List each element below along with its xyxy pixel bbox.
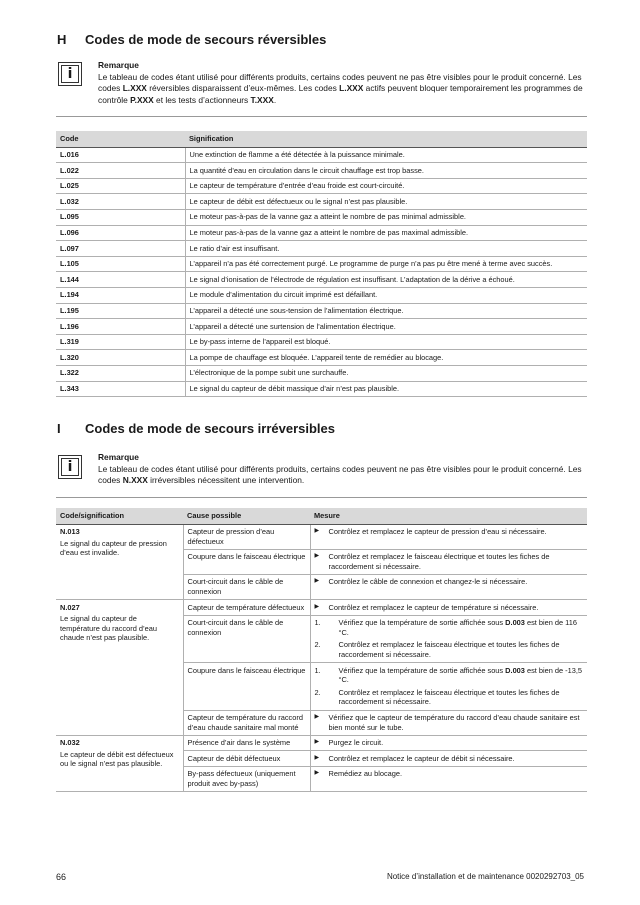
text-run: et les tests d’actionneurs [153,94,251,105]
code-cell: L.195 [56,303,185,319]
document-reference: Notice d’installation et de maintenance 0020292703_05 [386,872,584,881]
code-cell: L.025 [56,178,185,194]
text-run: Vérifiez que la température de sortie affichée sous [338,618,506,628]
section-i-note [98,452,586,487]
bold-code: D.003 [505,665,525,675]
measure-text: Remédiez au blocage. [328,769,403,779]
text-run: irréversibles nécessitent une intervention. [147,475,305,486]
fault-description: Le signal du capteur de température du raccord d’eau chaude n’est pas plausible. [60,614,157,643]
table-row [56,524,587,549]
table-header-row [56,131,587,147]
measure-item [315,738,584,748]
code-cell: L.105 [56,256,185,272]
column-header-code: Code [56,131,185,147]
step-number: 1. [314,618,321,628]
measure-cell [310,766,587,791]
meaning-cell: L’électronique de la pompe subit une surchauffe. [185,365,587,381]
step-number: 2. [314,687,321,697]
cause-cell: Capteur de température du raccord d’eau chaude sanitaire mal monté [183,710,310,735]
cause-cell: Coupure dans le faisceau électrique [183,663,310,710]
arrow-right-icon: ▶ [314,603,320,610]
code-cell: L.194 [56,287,185,303]
table-row [56,600,587,616]
column-header-mesure: Mesure [310,508,587,524]
cause-cell: Capteur de débit défectueux [183,751,310,767]
text-run: Contrôlez et remplacez le faisceau électrique et toutes les fiches de raccordement si nécessaire. [338,687,560,707]
measure-item [315,552,584,571]
page-number: 66 [56,872,67,882]
measure-text: Contrôlez le câble de connexion et changez-le si nécessaire. [328,577,528,587]
measure-text: Contrôlez et remplacez le faisceau électrique et toutes les fiches de raccordement si nécessaire. [328,552,550,571]
measure-cell [310,615,587,662]
text-run: . [273,94,277,105]
cause-cell: Court-circuit dans le câble de connexion [183,615,310,662]
text-run: Le tableau de codes étant utilisé pour différents produits, certains codes peuvent ne pas être visibles pour le produit concerné. Les codes [98,71,582,94]
measure-cell [310,663,587,710]
text-run: Vérifiez que la température de sortie affichée sous [338,665,506,675]
bold-code: N.XXX [122,475,148,486]
section-h-rule [56,116,587,117]
meaning-cell: Le moteur pas-à-pas de la vanne gaz a atteint le nombre de pas maximal admissible. [185,225,587,241]
meaning-cell: L’appareil a détecté une surtension de l’alimentation électrique. [185,319,587,335]
section-h-note-text [98,72,586,107]
section-i-rule [56,497,587,498]
code-cell: L.022 [56,163,185,179]
code-cell: L.016 [56,147,185,163]
measure-item [315,527,584,537]
table-row [56,241,587,257]
column-header-cause: Cause possible [183,508,310,524]
measure-step [315,666,584,685]
section-i-note-heading: Remarque [98,452,139,462]
section-i-note-text [98,464,586,487]
text-run: est bien de 116 °C. [338,618,577,637]
table-row [56,194,587,210]
measure-step [315,688,584,707]
code-cell: L.144 [56,272,185,288]
text-run: actifs peuvent bloquer temporairement les programmes de contrôle [98,83,583,105]
meaning-cell: La pompe de chauffage est bloquée. L’appareil tente de remédier au blocage. [185,350,587,366]
table-row [56,334,587,350]
measure-item [315,577,584,587]
step-text [339,618,584,637]
fault-code: N.032 [60,738,80,748]
table-row [56,272,587,288]
code-cell: L.196 [56,319,185,335]
section-h-letter: H [57,32,67,47]
arrow-right-icon: ▶ [314,578,320,585]
measure-text: Purgez le circuit. [328,738,384,748]
code-cell: L.095 [56,209,185,225]
bold-code: P.XXX [130,94,154,105]
info-icon [58,62,82,86]
bold-code: L.XXX [339,83,364,94]
arrow-right-icon: ▶ [314,754,320,761]
measure-cell [310,751,587,767]
fault-code: N.027 [60,602,80,612]
table-row [56,225,587,241]
text-run: réversibles disparaissent d’eux-mêmes. Les codes [146,83,340,94]
cause-cell: Présence d’air dans le système [183,735,310,751]
measure-item [315,754,584,764]
measure-cell [310,600,587,616]
table-row [56,178,587,194]
section-i-title [57,421,335,437]
measure-step [315,618,584,637]
table-row [56,319,587,335]
cause-cell: Court-circuit dans le câble de connexion [183,574,310,599]
arrow-right-icon: ▶ [314,528,320,535]
code-cell: L.322 [56,365,185,381]
measure-cell [310,524,587,549]
bold-code: D.003 [505,618,525,628]
measure-text: Vérifiez que le capteur de température du raccord d’eau chaude sanitaire est bien monté sur le tube. [328,713,580,732]
code-signification-cell [56,524,183,600]
code-signification-cell [56,600,183,736]
code-cell: L.320 [56,350,185,366]
table-row [56,209,587,225]
step-text [339,688,584,707]
table-row [56,287,587,303]
section-i-letter: I [57,421,61,436]
cause-cell: Capteur de pression d’eau défectueux [183,524,310,549]
column-header-meaning: Signification [185,131,587,147]
meaning-cell: L’appareil a détecté une sous-tension de l’alimentation électrique. [185,303,587,319]
section-h-title [57,32,326,48]
table-row [56,256,587,272]
measure-cell [310,735,587,751]
meaning-cell: Le capteur de température d’entrée d’eau froide est court-circuité. [185,178,587,194]
measure-item [315,603,584,613]
arrow-right-icon: ▶ [314,714,320,720]
meaning-cell: L’appareil n’a pas été correctement purgé. Le programme de purge n’a pas pu être mené à terme avec succès. [185,256,587,272]
measure-item [315,769,584,779]
cause-cell: By-pass défectueux (uniquement produit avec by-pass) [183,766,310,791]
meaning-cell: Le signal d’ionisation de l’électrode de régulation est insuffisant. L’adaptation de la dérive a échoué. [185,272,587,288]
section-h-note [98,60,586,106]
table-row [56,381,587,397]
table-header-row [56,508,587,524]
meaning-cell: Le capteur de débit est défectueux ou le signal n’est pas plausible. [185,194,587,210]
section-h-title-text: Codes de mode de secours réversibles [85,32,327,47]
cause-cell: Coupure dans le faisceau électrique [183,549,310,574]
measure-text: Contrôlez et remplacez le capteur de température si nécessaire. [328,602,539,612]
bold-code: T.XXX [250,94,274,105]
meaning-cell: Le by-pass interne de l’appareil est bloqué. [185,334,587,350]
step-text [339,640,584,659]
step-number: 2. [314,640,321,650]
section-h-note-heading: Remarque [98,60,139,70]
measure-text: Contrôlez et remplacez le capteur de débit si nécessaire. [328,753,515,763]
fault-code: N.013 [60,527,80,537]
code-signification-cell [56,735,183,791]
meaning-cell: La quantité d’eau en circulation dans le circuit chauffage est trop basse. [185,163,587,179]
meaning-cell: Le signal du capteur de débit massique d’air n’est pas plausible. [185,381,587,397]
section-i-table [56,508,587,792]
fault-description: Le signal du capteur de pression d’eau est invalide. [60,538,167,558]
column-header-code-signification: Code/signification [56,508,183,524]
info-icon-glyph: i [61,458,79,476]
code-cell: L.032 [56,194,185,210]
arrow-right-icon: ▶ [314,553,320,560]
table-row [56,163,587,179]
measure-cell [310,549,587,574]
cause-cell: Capteur de température défectueux [183,600,310,616]
table-row [56,303,587,319]
section-i-title-text: Codes de mode de secours irréversibles [85,421,335,436]
table-row [56,147,587,163]
bold-code: L.XXX [122,83,147,94]
measure-cell [310,574,587,599]
step-text [339,666,584,685]
info-icon [58,455,82,479]
code-cell: L.096 [56,225,185,241]
text-run: est bien de -13,5 °C. [338,665,583,685]
step-number: 1. [314,665,321,675]
code-cell: L.319 [56,334,185,350]
code-cell: L.097 [56,241,185,257]
table-row [56,365,587,381]
info-icon-glyph: i [61,65,79,83]
meaning-cell: Le moteur pas-à-pas de la vanne gaz a atteint le nombre de pas minimal admissible. [185,209,587,225]
meaning-cell: Une extinction de flamme a été détectée à la puissance minimale. [185,147,587,163]
table-row [56,350,587,366]
meaning-cell: Le module d’alimentation du circuit imprimé est défaillant. [185,287,587,303]
table-row [56,735,587,751]
arrow-right-icon: ▶ [314,739,320,746]
fault-description: Le capteur de débit est défectueux ou le signal n’est pas plausible. [60,749,174,769]
measure-cell [310,710,587,735]
measure-item [315,713,584,732]
section-h-table [56,131,587,397]
measure-step [315,640,584,659]
measure-text: Contrôlez et remplacez le capteur de pression d’eau si nécessaire. [328,527,547,537]
code-cell: L.343 [56,381,185,397]
text-run: Contrôlez et remplacez le faisceau électrique et toutes les fiches de raccordement si nécessaire. [338,640,560,660]
text-run: Le tableau de codes étant utilisé pour différents produits, certains codes peuvent ne pas être visibles pour le produit concerné. Les codes [98,463,582,486]
arrow-right-icon: ▶ [314,770,320,777]
meaning-cell: Le ratio d’air est insuffisant. [185,241,587,257]
